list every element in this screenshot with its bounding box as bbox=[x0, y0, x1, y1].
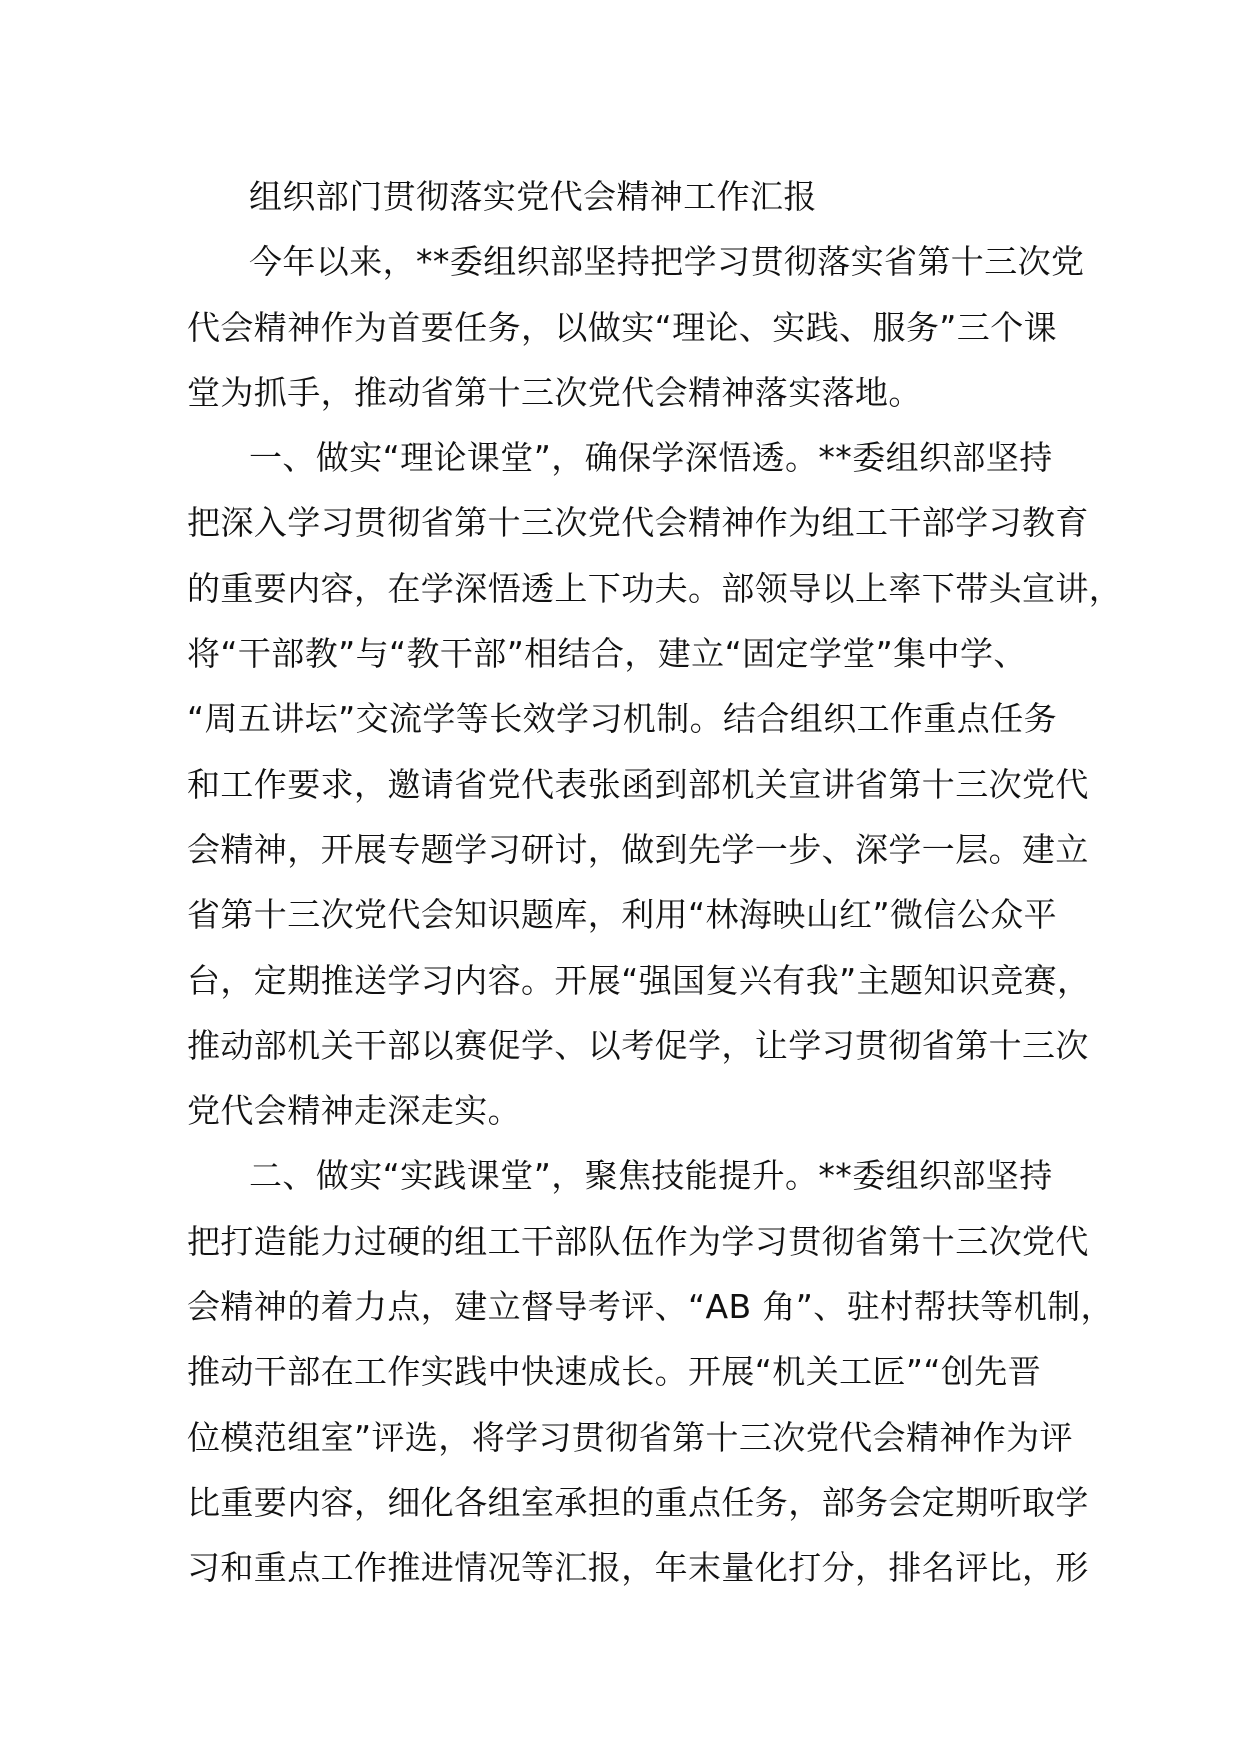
section-1-line-3: 的重要内容，在学深悟透上下功夫。部领导以上率下带头宣讲， bbox=[187, 568, 1123, 608]
section-2-line-4: 推动干部在工作实践中快速成长。开展“机关工匠”“创先晋 bbox=[187, 1352, 1042, 1392]
section-2-line-7: 习和重点工作推进情况等汇报，年末量化打分，排名评比，形 bbox=[187, 1548, 1089, 1588]
section-1-line-11: 党代会精神走深走实。 bbox=[187, 1091, 521, 1131]
section-1-line-6: 和工作要求，邀请省党代表张函到部机关宣讲省第十三次党代 bbox=[187, 764, 1089, 804]
section-1-line-1: 一、做实“理论课堂”，确保学深悟透。**委组织部坚持 bbox=[249, 438, 1053, 478]
section-1-line-7: 会精神，开展专题学习研讨，做到先学一步、深学一层。建立 bbox=[187, 829, 1089, 869]
section-1-line-5: “周五讲坛”交流学等长效学习机制。结合组织工作重点任务 bbox=[187, 699, 1057, 739]
section-2-line-1: 二、做实“实践课堂”，聚焦技能提升。**委组织部坚持 bbox=[249, 1156, 1053, 1196]
section-1-line-10: 推动部机关干部以赛促学、以考促学，让学习贯彻省第十三次 bbox=[187, 1025, 1089, 1065]
section-1-line-8: 省第十三次党代会知识题库，利用“林海映山红”微信公众平 bbox=[187, 895, 1057, 935]
paragraph-intro-line-1: 今年以来，**委组织部坚持把学习贯彻落实省第十三次党 bbox=[249, 242, 1085, 282]
section-2-line-3: 会精神的着力点，建立督导考评、“AB 角”、驻村帮扶等机制， bbox=[187, 1287, 1114, 1327]
section-2-line-5: 位模范组室”评选，将学习贯彻省第十三次党代会精神作为评 bbox=[187, 1417, 1073, 1457]
paragraph-intro-line-2: 代会精神作为首要任务，以做实“理论、实践、服务”三个课 bbox=[187, 307, 1057, 347]
section-1-line-9: 台，定期推送学习内容。开展“强国复兴有我”主题知识竞赛， bbox=[187, 960, 1091, 1000]
paragraph-intro-line-3: 堂为抓手，推动省第十三次党代会精神落实落地。 bbox=[187, 372, 922, 412]
section-2-line-2: 把打造能力过硬的组工干部队伍作为学习贯彻省第十三次党代 bbox=[187, 1221, 1089, 1261]
section-1-line-2: 把深入学习贯彻省第十三次党代会精神作为组工干部学习教育 bbox=[187, 503, 1089, 543]
section-1-line-4: 将“干部教”与“教干部”相结合，建立“固定学堂”集中学、 bbox=[187, 634, 1027, 674]
section-2-line-6: 比重要内容，细化各组室承担的重点任务，部务会定期听取学 bbox=[187, 1482, 1089, 1522]
document-body bbox=[187, 164, 1123, 1601]
document-title: 组织部门贯彻落实党代会精神工作汇报 bbox=[249, 177, 817, 216]
